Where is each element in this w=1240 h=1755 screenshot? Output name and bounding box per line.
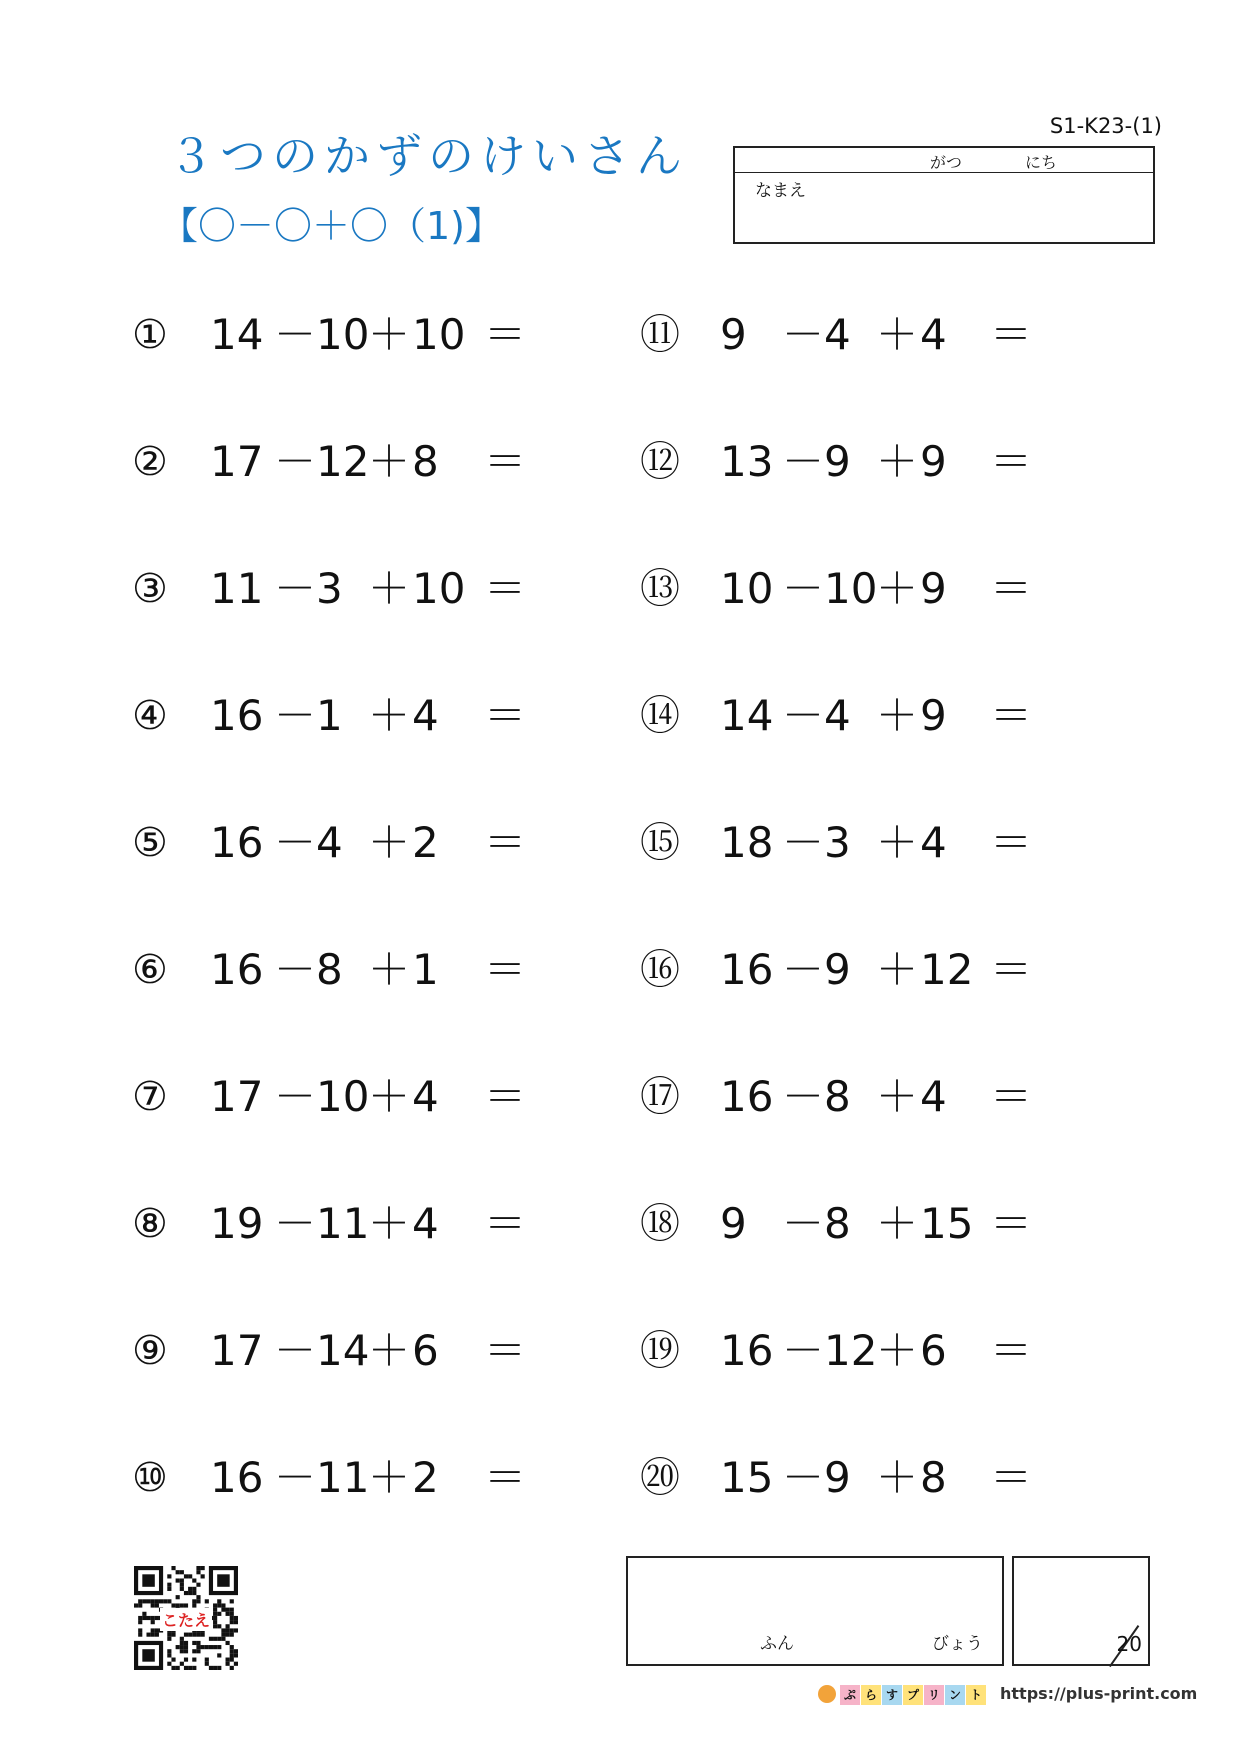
page-subtitle: 【〇－〇＋〇（1)】 <box>160 204 504 248</box>
operand: 9 <box>920 564 947 613</box>
operator: － <box>274 564 317 613</box>
operand: 11 <box>316 1199 370 1248</box>
worksheet-code: S1-K23-(1) <box>1049 114 1162 138</box>
operand: 16 <box>720 945 774 994</box>
operator: － <box>782 1326 825 1375</box>
operand: 2 <box>412 1453 439 1502</box>
problem-number: ⑳ <box>640 1455 680 1501</box>
operand: 9 <box>824 945 851 994</box>
operand: 10 <box>316 1072 370 1121</box>
operand: 10 <box>316 310 370 359</box>
operator: － <box>274 945 317 994</box>
logo-char: ぷ <box>840 1685 860 1705</box>
operand: 15 <box>920 1199 974 1248</box>
operand: 4 <box>316 818 343 867</box>
equals-sign: ＝ <box>484 310 527 359</box>
operator: ＋ <box>876 1453 919 1502</box>
operator: － <box>274 818 317 867</box>
operand: 4 <box>920 1072 947 1121</box>
operator: － <box>782 1453 825 1502</box>
operator: ＋ <box>368 1453 411 1502</box>
operand: 14 <box>316 1326 370 1375</box>
problem-number: ④ <box>132 693 168 739</box>
equals-sign: ＝ <box>484 945 527 994</box>
operator: ＋ <box>876 310 919 359</box>
operator: － <box>782 310 825 359</box>
operand: 10 <box>824 564 878 613</box>
operand: 1 <box>412 945 439 994</box>
operand: 17 <box>210 1072 264 1121</box>
operator: － <box>274 691 317 740</box>
operand: 10 <box>720 564 774 613</box>
brand-logo <box>818 1682 987 1706</box>
problem-number: ⑧ <box>132 1201 168 1247</box>
problem-number: ⑬ <box>640 566 680 612</box>
equals-sign: ＝ <box>484 1326 527 1375</box>
name-date-box <box>733 146 1155 244</box>
minutes-label: ふん <box>760 1634 794 1654</box>
operator: － <box>782 564 825 613</box>
seconds-label: びょう <box>932 1634 983 1654</box>
problem-number: ⑫ <box>640 439 680 485</box>
operand: 16 <box>720 1326 774 1375</box>
equals-sign: ＝ <box>990 1199 1033 1248</box>
operator: － <box>274 1453 317 1502</box>
footer-url: https://plus-print.com <box>1000 1684 1198 1703</box>
operator: ＋ <box>876 945 919 994</box>
operand: 8 <box>316 945 343 994</box>
operator: ＋ <box>876 818 919 867</box>
operand: 3 <box>316 564 343 613</box>
operand: 4 <box>920 818 947 867</box>
equals-sign: ＝ <box>990 310 1033 359</box>
operand: 8 <box>824 1072 851 1121</box>
score-box <box>1012 1556 1150 1666</box>
operand: 16 <box>210 1453 264 1502</box>
equals-sign: ＝ <box>990 691 1033 740</box>
equals-sign: ＝ <box>484 1453 527 1502</box>
operand: 12 <box>316 437 370 486</box>
operand: 4 <box>412 691 439 740</box>
operator: ＋ <box>876 1326 919 1375</box>
logo-char: ン <box>945 1685 965 1705</box>
operator: ＋ <box>368 437 411 486</box>
equals-sign: ＝ <box>990 818 1033 867</box>
month-label: がつ <box>930 153 963 172</box>
operator: ＋ <box>368 310 411 359</box>
operand: 9 <box>720 310 747 359</box>
operand: 16 <box>210 691 264 740</box>
operand: 1 <box>316 691 343 740</box>
operand: 10 <box>412 310 466 359</box>
equals-sign: ＝ <box>484 564 527 613</box>
operand: 13 <box>720 437 774 486</box>
operand: 16 <box>210 945 264 994</box>
equals-sign: ＝ <box>484 691 527 740</box>
operand: 8 <box>824 1199 851 1248</box>
operand: 9 <box>824 437 851 486</box>
day-label: にち <box>1025 153 1058 172</box>
operand: 19 <box>210 1199 264 1248</box>
problem-number: ⑪ <box>640 312 680 358</box>
name-label: なまえ <box>755 181 806 201</box>
problem-number: ⑩ <box>132 1455 168 1501</box>
problem-number: ⑨ <box>132 1328 168 1374</box>
operand: 4 <box>412 1199 439 1248</box>
operator: ＋ <box>368 1199 411 1248</box>
operator: － <box>274 1199 317 1248</box>
logo-char: リ <box>924 1685 944 1705</box>
problem-number: ⑰ <box>640 1074 680 1120</box>
operator: － <box>782 818 825 867</box>
problem-number: ③ <box>132 566 168 612</box>
logo-char: ト <box>966 1685 986 1705</box>
operator: ＋ <box>876 1072 919 1121</box>
operator: ＋ <box>876 564 919 613</box>
operand: 8 <box>412 437 439 486</box>
time-box <box>626 1556 1004 1666</box>
problem-number: ① <box>132 312 168 358</box>
problem-number: ⑱ <box>640 1201 680 1247</box>
problem-number: ⑦ <box>132 1074 168 1120</box>
problem-number: ⑤ <box>132 820 168 866</box>
operand: 2 <box>412 818 439 867</box>
operand: 9 <box>824 1453 851 1502</box>
mascot-icon <box>818 1685 836 1703</box>
operand: 9 <box>720 1199 747 1248</box>
operator: ＋ <box>368 564 411 613</box>
operator: － <box>274 310 317 359</box>
operator: ＋ <box>876 691 919 740</box>
problem-number: ② <box>132 439 168 485</box>
operand: 4 <box>824 310 851 359</box>
operand: 4 <box>412 1072 439 1121</box>
operand: 4 <box>920 310 947 359</box>
score-total: 20 <box>1116 1632 1142 1656</box>
problem-number: ⑮ <box>640 820 680 866</box>
operand: 17 <box>210 1326 264 1375</box>
operand: 9 <box>920 437 947 486</box>
operand: 11 <box>316 1453 370 1502</box>
operand: 9 <box>920 691 947 740</box>
operator: － <box>782 945 825 994</box>
equals-sign: ＝ <box>990 945 1033 994</box>
logo-char: す <box>882 1685 902 1705</box>
operand: 14 <box>720 691 774 740</box>
operator: ＋ <box>368 818 411 867</box>
operator: ＋ <box>368 945 411 994</box>
operand: 4 <box>824 691 851 740</box>
operand: 16 <box>720 1072 774 1121</box>
page-title: ３つのかずのけいさん <box>168 129 688 183</box>
problem-number: ⑯ <box>640 947 680 993</box>
problem-number: ⑥ <box>132 947 168 993</box>
equals-sign: ＝ <box>990 1453 1033 1502</box>
operator: － <box>274 1072 317 1121</box>
operand: 14 <box>210 310 264 359</box>
operator: ＋ <box>368 691 411 740</box>
problem-number: ⑲ <box>640 1328 680 1374</box>
equals-sign: ＝ <box>990 437 1033 486</box>
equals-sign: ＝ <box>484 1199 527 1248</box>
equals-sign: ＝ <box>990 564 1033 613</box>
problem-number: ⑭ <box>640 693 680 739</box>
brand-logo-text <box>840 1684 987 1705</box>
equals-sign: ＝ <box>990 1072 1033 1121</box>
operand: 18 <box>720 818 774 867</box>
equals-sign: ＝ <box>990 1326 1033 1375</box>
logo-char: プ <box>903 1685 923 1705</box>
operand: 12 <box>920 945 974 994</box>
qr-answer-label: こたえ <box>160 1608 212 1631</box>
operand: 6 <box>920 1326 947 1375</box>
operand: 17 <box>210 437 264 486</box>
operator: － <box>274 437 317 486</box>
operator: ＋ <box>368 1326 411 1375</box>
operand: 10 <box>412 564 466 613</box>
operator: － <box>274 1326 317 1375</box>
operand: 11 <box>210 564 264 613</box>
logo-char: ら <box>861 1685 881 1705</box>
operator: ＋ <box>876 1199 919 1248</box>
date-row <box>735 148 1153 173</box>
operator: － <box>782 1199 825 1248</box>
operator: ＋ <box>876 437 919 486</box>
equals-sign: ＝ <box>484 818 527 867</box>
equals-sign: ＝ <box>484 1072 527 1121</box>
operator: － <box>782 691 825 740</box>
operator: － <box>782 437 825 486</box>
operand: 15 <box>720 1453 774 1502</box>
operand: 3 <box>824 818 851 867</box>
operand: 6 <box>412 1326 439 1375</box>
operand: 16 <box>210 818 264 867</box>
operator: ＋ <box>368 1072 411 1121</box>
equals-sign: ＝ <box>484 437 527 486</box>
operand: 12 <box>824 1326 878 1375</box>
operand: 8 <box>920 1453 947 1502</box>
operator: － <box>782 1072 825 1121</box>
